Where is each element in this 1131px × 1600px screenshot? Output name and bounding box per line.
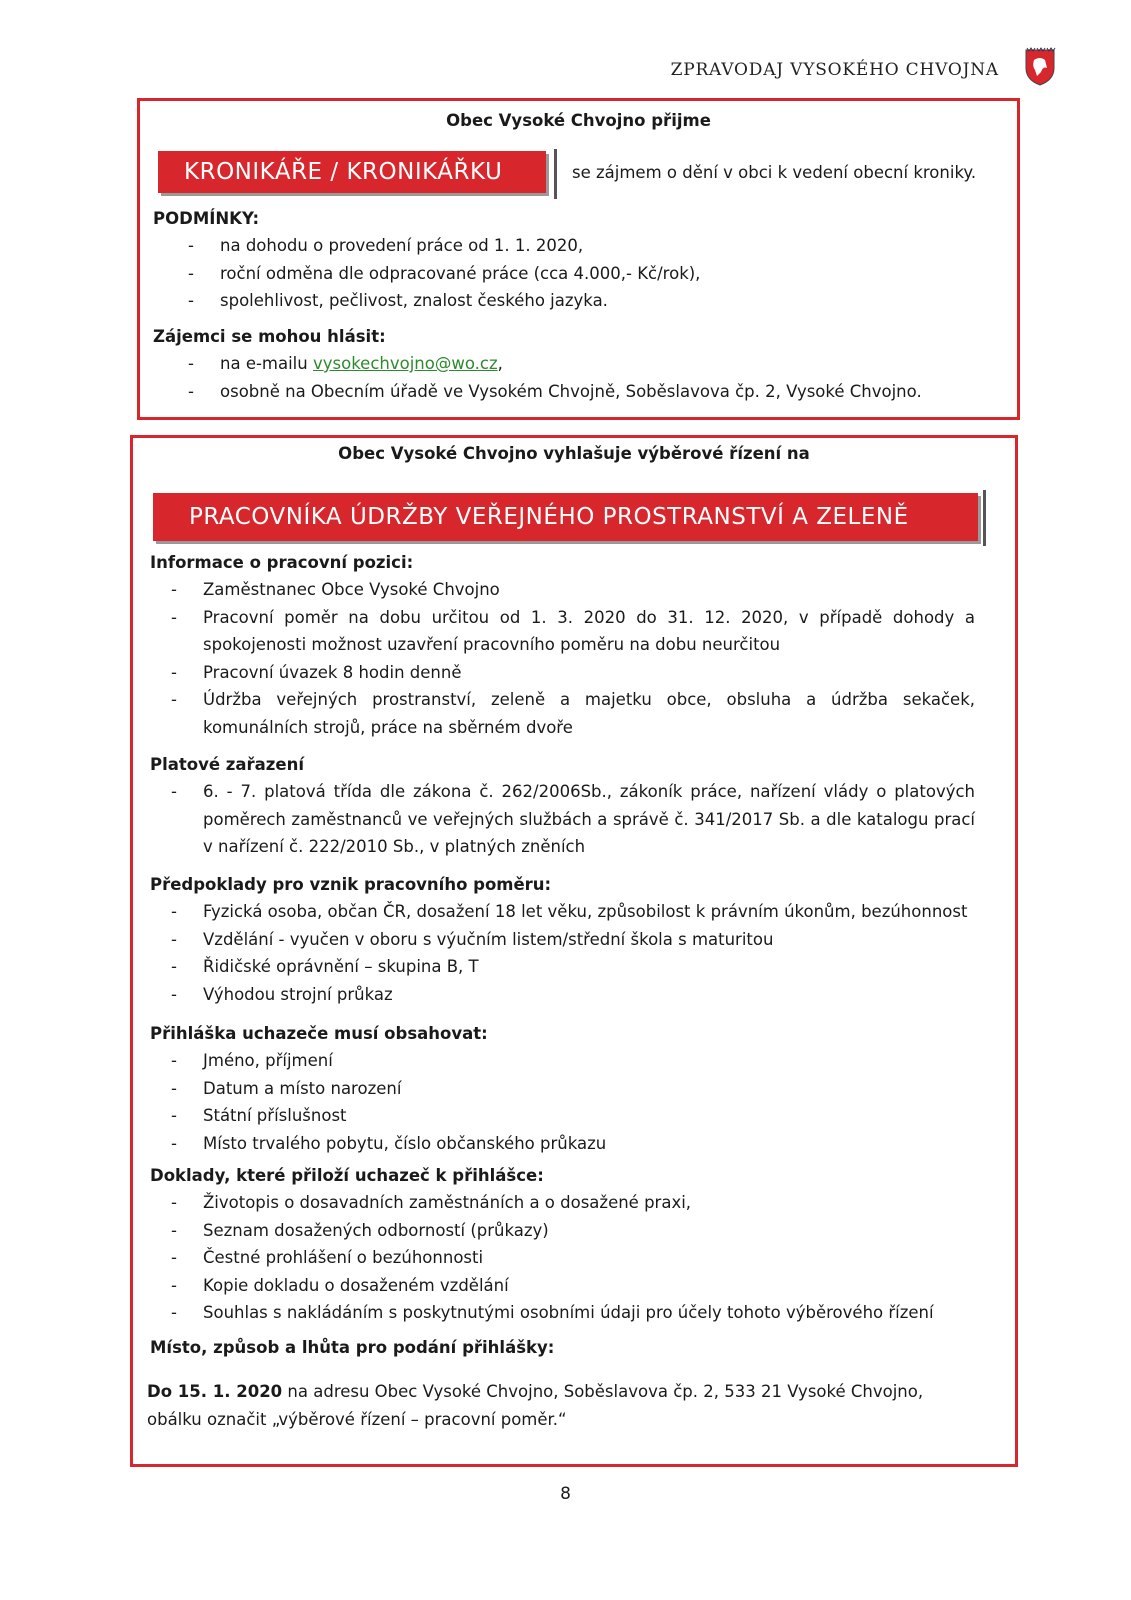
banner-divider	[554, 149, 557, 199]
section-title: Místo, způsob a lhůta pro podání přihlášky:	[150, 1338, 555, 1357]
list-item: - Jméno, příjmení	[133, 1047, 1015, 1075]
ad2-section-submission	[133, 1334, 1015, 1361]
page-number: 8	[560, 1484, 571, 1504]
email-suffix: ,	[497, 354, 503, 373]
conditions-title: PODMÍNKY:	[153, 209, 260, 228]
ad2-heading: Obec Vysoké Chvojno vyhlašuje výběrové řízení na	[338, 444, 810, 463]
maintenance-worker-ad	[130, 435, 1018, 1467]
list-item: - 6. - 7. platová třída dle zákona č. 262/2006Sb., zákoník práce, nařízení vlády o platových poměrech zaměstnanců ve veřejných službách a správě č. 341/2017 Sb. a dle katalogu prací v nařízení č. 222/2010 Sb., v platných zněních	[133, 778, 1015, 861]
ad2-section-application	[133, 1020, 1015, 1157]
list-item: - Čestné prohlášení o bezúhonnosti	[133, 1244, 1015, 1272]
list-item: - na dohodu o provedení práce od 1. 1. 2020,	[140, 232, 1017, 260]
list-item: - Údržba veřejných prostranství, zeleně a majetku obce, obsluha a údržba sekaček, komunálních strojů, práce na sběrném dvoře	[133, 686, 1015, 741]
list-item: - Místo trvalého pobytu, číslo občanského průkazu	[133, 1130, 1015, 1158]
ad2-section-requirements	[133, 871, 1015, 1008]
list-item: - Pracovní úvazek 8 hodin denně	[133, 659, 1015, 687]
ad1-banner: KRONIKÁŘE / KRONIKÁŘKU	[158, 151, 546, 193]
ad2-section-salary	[133, 751, 1015, 861]
contact-title: Zájemci se mohou hlásit:	[153, 327, 386, 346]
list-item: - Kopie dokladu o dosaženém vzdělání	[133, 1272, 1015, 1300]
list-item: - Státní příslušnost	[133, 1102, 1015, 1130]
newsletter-title: ZPRAVODAJ VYSOKÉHO CHVOJNA	[670, 60, 999, 80]
list-item: - Životopis o dosavadních zaměstnáních a o dosažené praxi,	[133, 1189, 1015, 1217]
chronicler-ad	[137, 98, 1020, 420]
list-item: - Řidičské oprávnění – skupina B, T	[133, 953, 1015, 981]
list-item: - spolehlivost, pečlivost, znalost českého jazyka.	[140, 287, 1017, 315]
ad2-section-info	[133, 549, 1015, 741]
list-item: - Výhodou strojní průkaz	[133, 981, 1015, 1009]
ad1-heading: Obec Vysoké Chvojno přijme	[446, 111, 711, 130]
section-title: Přihláška uchazeče musí obsahovat:	[150, 1024, 488, 1043]
list-item: - Datum a místo narození	[133, 1075, 1015, 1103]
list-item: - Zaměstnanec Obce Vysoké Chvojno	[133, 576, 1015, 604]
list-item: - Souhlas s nakládáním s poskytnutými osobními údaji pro účely tohoto výběrového řízení	[133, 1299, 1015, 1327]
list-item: - Seznam dosažených odborností (průkazy)	[133, 1217, 1015, 1245]
deadline-address: na adresu Obec Vysoké Chvojno, Soběslavova čp. 2, 533 21 Vysoké Chvojno, obálku označit „výběrové řízení – pracovní poměr.“	[147, 1382, 924, 1429]
list-item	[140, 350, 1017, 378]
ad1-contact	[140, 323, 1017, 405]
section-title: Doklady, které přiloží uchazeč k přihlášce:	[150, 1166, 544, 1185]
list-item: - Vzdělání - vyučen v oboru s výučním listem/střední škola s maturitou	[133, 926, 1015, 954]
list-item: - roční odměna dle odpracované práce (cca 4.000,- Kč/rok),	[140, 260, 1017, 288]
email-link[interactable]: vysokechvojno@wo.cz	[312, 354, 498, 373]
list-item: - Pracovní poměr na dobu určitou od 1. 3. 2020 do 31. 12. 2020, v případě dohody a spokojenosti možnost uzavření pracovního poměru na dobu neurčitou	[133, 604, 1015, 659]
section-title: Informace o pracovní pozici:	[150, 553, 414, 572]
ad2-banner: PRACOVNÍKA ÚDRŽBY VEŘEJNÉHO PROSTRANSTVÍ A ZELENĚ	[153, 493, 978, 541]
list-item: - Fyzická osoba, občan ČR, dosažení 18 let věku, způsobilost k právním úkonům, bezúhonnost	[133, 898, 1015, 926]
section-title: Platové zařazení	[150, 755, 305, 774]
ad2-section-documents	[133, 1162, 1015, 1327]
deadline-date: Do 15. 1. 2020	[147, 1382, 283, 1401]
section-title: Předpoklady pro vznik pracovního poměru:	[150, 875, 552, 894]
ad1-banner-trail: se zájmem o dění v obci k vedení obecní kroniky.	[572, 163, 977, 182]
ad1-conditions	[140, 205, 1017, 315]
list-item: - osobně na Obecním úřadě ve Vysokém Chvojně, Soběslavova čp. 2, Vysoké Chvojno.	[140, 378, 1017, 406]
deadline-text	[147, 1378, 975, 1434]
email-prefix: na e-mailu	[220, 354, 308, 373]
coat-of-arms-icon	[1023, 46, 1057, 86]
banner-divider	[983, 490, 986, 546]
